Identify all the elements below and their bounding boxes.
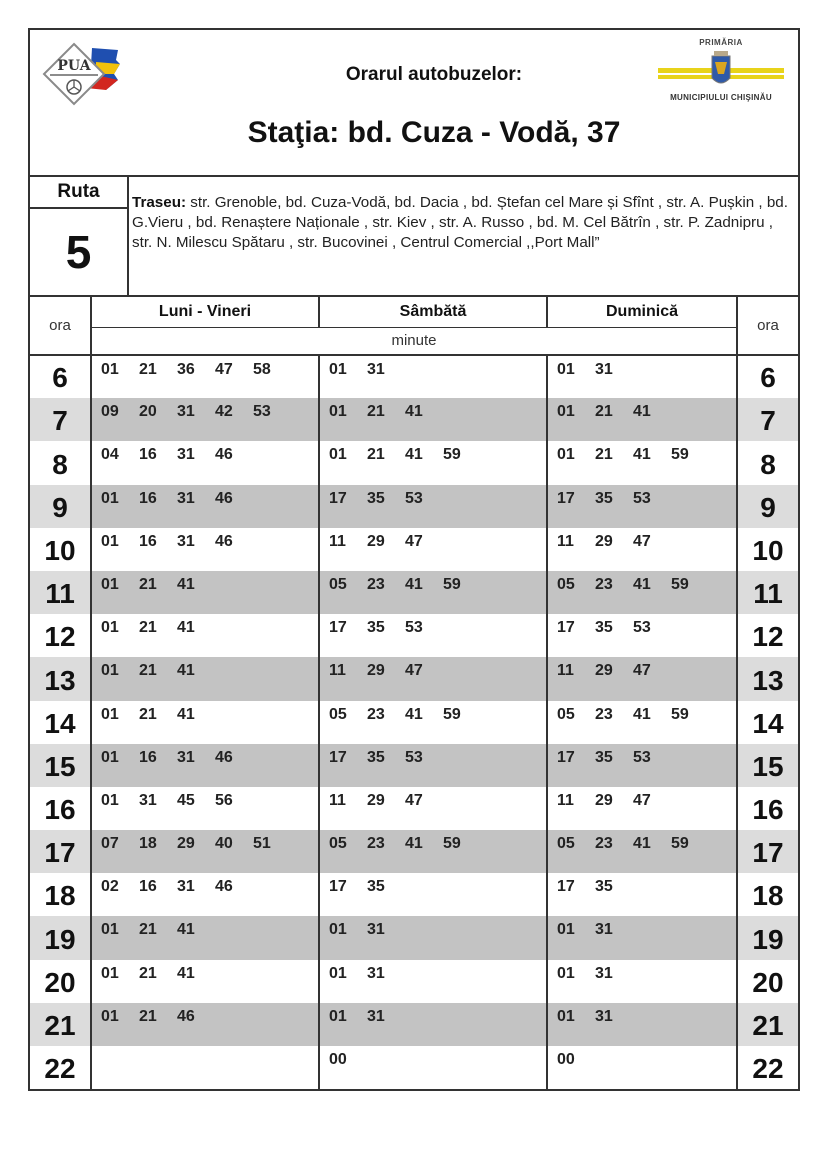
primaria-bottom-text: MUNICIPIULUI CHIŞINĂU [670, 93, 772, 102]
departure-minute: 21 [367, 446, 385, 464]
departure-minute: 21 [139, 361, 157, 378]
departure-minute: 21 [595, 446, 613, 464]
departure-minute: 17 [329, 878, 347, 896]
schedule-row [30, 916, 798, 959]
departure-minute: 47 [633, 662, 651, 680]
route-box [30, 177, 129, 295]
minutes-cell-weekday [91, 1046, 319, 1089]
minutes-cell-weekday [91, 701, 319, 744]
departure-minute: 21 [139, 705, 157, 723]
departure-minute: 42 [215, 403, 233, 421]
route-path-label: Traseu: [132, 194, 187, 211]
departure-minute: 47 [405, 662, 423, 680]
departure-minute: 16 [139, 878, 157, 896]
departure-minute: 11 [557, 791, 574, 809]
departure-minute: 01 [329, 964, 347, 982]
hour-cell-left: 7 [30, 398, 91, 441]
minutes-cell-weekday [91, 960, 319, 1003]
departure-minute: 23 [595, 705, 613, 723]
departure-minute: 47 [405, 532, 423, 550]
departure-minute: 35 [595, 619, 613, 637]
minutes-cell-weekday [91, 744, 319, 787]
minutes-cell-sunday [547, 528, 737, 571]
departure-minute: 46 [215, 748, 233, 766]
minutes-cell-sunday [547, 744, 737, 787]
minutes-cell-saturday [319, 830, 547, 873]
departure-minute: 01 [101, 705, 119, 723]
hour-cell-right: 21 [737, 1003, 798, 1046]
minutes-cell-weekday [91, 528, 319, 571]
departure-minute: 09 [101, 403, 119, 421]
departure-minute: 11 [329, 791, 346, 809]
departure-minute: 02 [101, 878, 119, 896]
departure-minute: 29 [367, 532, 385, 550]
page-title: Staţia: bd. Cuza - Vodă, 37 [247, 116, 621, 149]
minutes-cell-sunday [547, 398, 737, 441]
departure-minute: 01 [557, 361, 575, 378]
departure-minute: 59 [671, 575, 689, 593]
departure-minute: 59 [443, 705, 461, 723]
departure-minute: 01 [101, 1007, 119, 1025]
departure-minute: 21 [595, 403, 613, 421]
minutes-cell-saturday [319, 657, 547, 700]
hour-cell-left: 13 [30, 657, 91, 700]
schedule-row [30, 614, 798, 657]
departure-minute: 40 [215, 835, 233, 853]
hour-cell-right: 14 [752, 707, 784, 739]
departure-minute: 31 [177, 489, 195, 507]
departure-minute: 35 [595, 489, 613, 507]
schedule-row [30, 873, 798, 916]
departure-minute: 59 [671, 446, 689, 464]
departure-minute: 59 [443, 446, 461, 464]
minutes-cell-saturday [319, 916, 547, 959]
hour-cell-right: 7 [737, 398, 798, 441]
minutes-cell-weekday [91, 441, 319, 484]
hour-cell-left: 18 [30, 873, 91, 916]
departure-minute: 21 [139, 921, 157, 939]
hour-cell-left: 15 [30, 744, 91, 787]
departure-minute: 11 [557, 662, 574, 680]
departure-minute: 05 [329, 705, 347, 723]
hour-cell-right: 12 [752, 621, 784, 653]
hour-cell-right: 18 [752, 880, 784, 912]
hour-cell-left: 11 [30, 571, 91, 614]
hour-cell-left: 20 [30, 960, 91, 1003]
minutes-header: minute [91, 327, 737, 355]
departure-minute: 11 [329, 662, 346, 680]
departure-minute: 21 [139, 1007, 157, 1025]
minutes-cell-saturday [319, 441, 547, 484]
schedule-table [30, 297, 798, 1089]
departure-minute: 31 [367, 1007, 385, 1025]
minutes-cell-saturday [319, 1003, 547, 1046]
hour-cell-right: 15 [737, 744, 798, 787]
departure-minute: 31 [177, 446, 195, 464]
departure-minute: 41 [405, 575, 423, 593]
hour-cell-left: 21 [30, 1003, 91, 1046]
departure-minute: 53 [633, 748, 651, 766]
departure-minute: 41 [633, 446, 651, 464]
departure-minute: 41 [633, 705, 651, 723]
minutes-cell-weekday [91, 657, 319, 700]
schedule-row [30, 1046, 798, 1089]
minutes-cell-weekday [91, 916, 319, 959]
departure-minute: 05 [329, 575, 347, 593]
minutes-cell-saturday [319, 485, 547, 528]
departure-minute: 35 [595, 748, 613, 766]
schedule-row [30, 701, 798, 744]
minutes-cell-sunday [547, 701, 737, 744]
hour-cell-left: 19 [30, 916, 91, 959]
departure-minute: 31 [595, 1007, 613, 1025]
departure-minute: 59 [671, 705, 689, 723]
departure-minute: 17 [557, 489, 575, 507]
departure-minute: 46 [215, 446, 233, 464]
departure-minute: 53 [405, 489, 423, 507]
departure-minute: 31 [367, 964, 385, 982]
departure-minute: 58 [253, 361, 271, 378]
departure-minute: 41 [405, 403, 423, 421]
day-header-sunday: Duminică [547, 297, 737, 327]
departure-minute: 59 [671, 835, 689, 853]
departure-minute: 53 [253, 403, 271, 421]
minutes-cell-sunday [547, 614, 737, 657]
departure-minute: 46 [215, 532, 233, 550]
departure-minute: 41 [405, 835, 423, 853]
departure-minute: 01 [101, 489, 119, 507]
departure-minute: 23 [595, 575, 613, 593]
minutes-cell-sunday [547, 873, 737, 916]
departure-minute: 01 [557, 403, 575, 421]
primaria-logo [656, 38, 786, 102]
schedule-row [30, 830, 798, 873]
departure-minute: 36 [177, 361, 195, 378]
departure-minute: 16 [139, 446, 157, 464]
minutes-cell-saturday [319, 744, 547, 787]
departure-minute: 31 [177, 532, 195, 550]
minutes-cell-saturday [319, 528, 547, 571]
departure-minute: 41 [177, 662, 195, 680]
hour-header-left: ora [30, 297, 91, 355]
departure-minute: 29 [595, 532, 613, 550]
minutes-cell-weekday [91, 614, 319, 657]
departure-minute: 05 [557, 575, 575, 593]
departure-minute: 01 [329, 361, 347, 378]
hour-cell-right: 8 [760, 448, 776, 480]
departure-minute: 41 [177, 619, 195, 637]
departure-minute: 46 [215, 489, 233, 507]
hour-cell-right: 11 [737, 571, 798, 614]
departure-minute: 45 [177, 791, 195, 809]
svg-text:PUA: PUA [57, 58, 91, 74]
departure-minute: 04 [101, 446, 119, 464]
departure-minute: 31 [177, 403, 195, 421]
hour-cell-right: 16 [752, 794, 784, 826]
hour-cell-right: 17 [737, 830, 798, 873]
minutes-cell-sunday [547, 657, 737, 700]
hour-cell-right: 19 [737, 916, 798, 959]
route-label: Ruta [30, 177, 127, 209]
minutes-cell-saturday [319, 398, 547, 441]
departure-minute: 35 [595, 878, 613, 896]
departure-minute: 47 [633, 791, 651, 809]
departure-minute: 47 [405, 791, 423, 809]
departure-minute: 11 [329, 532, 346, 550]
schedule-row [30, 657, 798, 700]
departure-minute: 51 [253, 835, 271, 853]
minutes-cell-weekday [91, 830, 319, 873]
header [30, 30, 798, 177]
departure-minute: 35 [367, 878, 385, 896]
departure-minute: 31 [177, 748, 195, 766]
page-subtitle: Orarul autobuzelor: [345, 64, 523, 85]
minutes-cell-weekday [91, 787, 319, 830]
schedule-row [30, 528, 798, 571]
departure-minute: 23 [367, 575, 385, 593]
hour-cell-right: 13 [737, 657, 798, 700]
departure-minute: 41 [177, 964, 195, 982]
departure-minute: 16 [139, 489, 157, 507]
minutes-cell-saturday [319, 873, 547, 916]
minutes-cell-sunday [547, 960, 737, 1003]
departure-minute: 47 [215, 361, 233, 378]
departure-minute: 21 [367, 403, 385, 421]
route-path-text: str. Grenoble, bd. Cuza-Vodă, bd. Dacia , bd. Ștefan cel Mare și Sfînt , str. A. Pușkin , bd. G.Vieru , bd. Renaștere Naționale , str. Kiev , str. A. Russo , bd. M. Cel Bătrîn , str. P. Zadnipru , str. N. Milescu Spătaru , str. Bucovinei , Centrul Comercial ,,Port Mall” [132, 194, 788, 251]
departure-minute: 01 [101, 361, 119, 378]
schedule-row [30, 960, 798, 1003]
departure-minute: 01 [101, 532, 119, 550]
departure-minute: 05 [557, 705, 575, 723]
departure-minute: 46 [215, 878, 233, 896]
departure-minute: 23 [367, 705, 385, 723]
departure-minute: 31 [367, 921, 385, 939]
departure-minute: 21 [139, 662, 157, 680]
departure-minute: 01 [329, 446, 347, 464]
day-header-weekday: Luni - Vineri [91, 297, 319, 327]
hour-cell-left: 22 [30, 1046, 91, 1089]
minutes-cell-sunday [547, 441, 737, 484]
minutes-cell-saturday [319, 571, 547, 614]
departure-minute: 31 [367, 361, 385, 378]
departure-minute: 31 [177, 878, 195, 896]
hour-cell-right: 20 [752, 966, 784, 998]
departure-minute: 23 [367, 835, 385, 853]
minutes-cell-sunday [547, 916, 737, 959]
hour-cell-right: 22 [752, 1053, 784, 1085]
minutes-cell-saturday [319, 355, 547, 398]
departure-minute: 41 [405, 446, 423, 464]
departure-minute: 41 [177, 705, 195, 723]
departure-minute: 31 [595, 361, 613, 378]
departure-minute: 41 [177, 921, 195, 939]
hour-cell-left: 12 [30, 614, 91, 657]
departure-minute: 01 [557, 964, 575, 982]
departure-minute: 56 [215, 791, 233, 809]
minutes-cell-sunday [547, 571, 737, 614]
departure-minute: 17 [329, 489, 347, 507]
departure-minute: 01 [557, 921, 575, 939]
departure-minute: 35 [367, 489, 385, 507]
minutes-cell-saturday [319, 614, 547, 657]
schedule-row [30, 485, 798, 528]
departure-minute: 17 [329, 619, 347, 637]
departure-minute: 18 [139, 835, 157, 853]
hour-cell-left: 6 [30, 355, 91, 398]
departure-minute: 41 [633, 403, 651, 421]
departure-minute: 01 [329, 403, 347, 421]
minutes-cell-weekday [91, 571, 319, 614]
departure-minute: 29 [595, 791, 613, 809]
route-number: 5 [65, 226, 92, 278]
schedule-row [30, 1003, 798, 1046]
departure-minute: 21 [139, 619, 157, 637]
minutes-cell-sunday [547, 1003, 737, 1046]
departure-minute: 01 [101, 791, 119, 809]
departure-minute: 31 [595, 921, 613, 939]
departure-minute: 21 [139, 575, 157, 593]
departure-minute: 01 [101, 619, 119, 637]
departure-minute: 05 [557, 835, 575, 853]
minutes-cell-sunday [547, 1046, 737, 1089]
departure-minute: 01 [101, 575, 119, 593]
timetable-sheet [28, 28, 800, 1091]
departure-minute: 23 [595, 835, 613, 853]
departure-minute: 07 [101, 835, 119, 853]
schedule-row [30, 571, 798, 614]
departure-minute: 41 [405, 705, 423, 723]
departure-minute: 53 [405, 619, 423, 637]
departure-minute: 35 [367, 748, 385, 766]
hour-cell-left: 14 [30, 701, 91, 744]
departure-minute: 17 [557, 619, 575, 637]
hour-cell-left: 10 [30, 528, 91, 571]
departure-minute: 01 [557, 446, 575, 464]
departure-minute: 35 [367, 619, 385, 637]
minutes-cell-sunday [547, 830, 737, 873]
minutes-cell-weekday [91, 873, 319, 916]
minutes-cell-weekday [91, 1003, 319, 1046]
departure-minute: 53 [405, 748, 423, 766]
day-header-saturday: Sâmbătă [319, 297, 547, 327]
departure-minute: 41 [633, 835, 651, 853]
departure-minute: 16 [139, 748, 157, 766]
minutes-cell-sunday [547, 787, 737, 830]
chisinau-coat-of-arms-icon [656, 50, 786, 90]
departure-minute: 00 [329, 1051, 347, 1068]
hour-cell-left: 16 [30, 787, 91, 830]
minutes-cell-saturday [319, 701, 547, 744]
hour-cell-left: 8 [30, 441, 91, 484]
departure-minute: 11 [557, 532, 574, 550]
departure-minute: 29 [367, 662, 385, 680]
hour-cell-right: 10 [752, 534, 784, 566]
departure-minute: 41 [177, 575, 195, 593]
minutes-cell-weekday [91, 485, 319, 528]
departure-minute: 00 [557, 1051, 575, 1068]
schedule-row [30, 787, 798, 830]
departure-minute: 01 [329, 921, 347, 939]
departure-minute: 01 [101, 964, 119, 982]
departure-minute: 29 [367, 791, 385, 809]
departure-minute: 31 [139, 791, 157, 809]
departure-minute: 59 [443, 575, 461, 593]
departure-minute: 46 [177, 1007, 195, 1025]
hour-cell-right: 9 [737, 485, 798, 528]
minutes-cell-saturday [319, 960, 547, 1003]
minutes-cell-weekday [91, 355, 319, 398]
schedule-row [30, 398, 798, 441]
minutes-cell-saturday [319, 787, 547, 830]
minutes-cell-weekday [91, 398, 319, 441]
departure-minute: 21 [139, 964, 157, 982]
departure-minute: 17 [329, 748, 347, 766]
departure-minute: 53 [633, 619, 651, 637]
hour-cell-left: 17 [30, 830, 91, 873]
primaria-top-text: PRIMĂRIA [699, 38, 743, 47]
departure-minute: 01 [101, 662, 119, 680]
route-info [30, 177, 798, 297]
departure-minute: 29 [177, 835, 195, 853]
departure-minute: 05 [329, 835, 347, 853]
departure-minute: 01 [101, 748, 119, 766]
schedule-row [30, 355, 798, 398]
route-path [129, 177, 798, 295]
minutes-cell-sunday [547, 485, 737, 528]
departure-minute: 16 [139, 532, 157, 550]
departure-minute: 41 [633, 575, 651, 593]
departure-minute: 47 [633, 532, 651, 550]
minutes-cell-saturday [319, 1046, 547, 1089]
departure-minute: 17 [557, 748, 575, 766]
departure-minute: 20 [139, 403, 157, 421]
departure-minute: 17 [557, 878, 575, 896]
hour-cell-left: 9 [30, 485, 91, 528]
departure-minute: 01 [101, 921, 119, 939]
schedule-row [30, 441, 798, 484]
departure-minute: 29 [595, 662, 613, 680]
departure-minute: 31 [595, 964, 613, 982]
departure-minute: 59 [443, 835, 461, 853]
hour-cell-right: 6 [760, 362, 776, 394]
departure-minute: 53 [633, 489, 651, 507]
schedule-row [30, 744, 798, 787]
departure-minute: 01 [557, 1007, 575, 1025]
minutes-cell-sunday [547, 355, 737, 398]
hour-header-right: ora [737, 297, 798, 355]
departure-minute: 01 [329, 1007, 347, 1025]
